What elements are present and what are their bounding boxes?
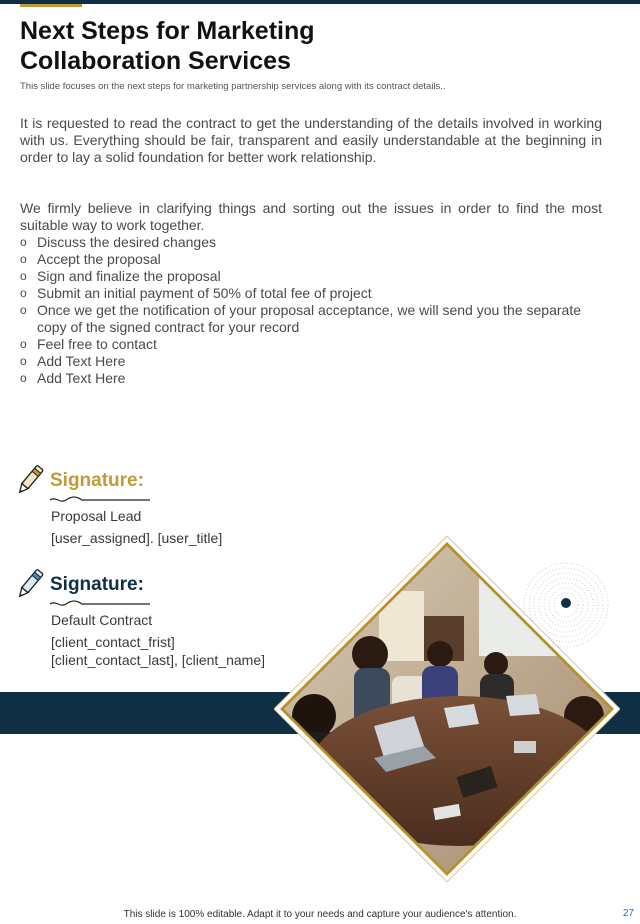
meeting-photo — [274, 536, 620, 882]
signature-underline — [50, 599, 150, 609]
top-bar — [0, 0, 640, 4]
list-item — [20, 285, 600, 302]
list-item-text: Add Text Here — [37, 353, 126, 369]
signature-underline — [50, 495, 150, 505]
list-item-text: Add Text Here — [37, 370, 126, 386]
list-item — [20, 302, 600, 336]
bullet-marker: o — [20, 235, 27, 249]
bullet-marker: o — [20, 337, 27, 351]
list-item-text: Sign and finalize the proposal — [37, 268, 221, 284]
signature-label: Signature: — [50, 574, 144, 595]
bullet-marker: o — [20, 354, 27, 368]
bullet-marker: o — [20, 252, 27, 266]
belief-paragraph: We firmly believe in clarifying things and sorting out the issues in order to find the most suitable way to work together. — [20, 200, 602, 233]
list-item-text: Feel free to contact — [37, 336, 157, 352]
list-item — [20, 234, 600, 251]
bullet-marker: o — [20, 303, 27, 317]
signature-client-contact-last: [client_contact_last], [client_name] — [51, 652, 266, 668]
bullet-marker: o — [20, 269, 27, 283]
list-item-text: Once we get the notification of your proposal acceptance, we will send you the separate copy of the signed contract for your record — [37, 302, 581, 335]
page-subtitle: This slide focuses on the next steps for marketing partnership services along with its contract details.. — [20, 81, 446, 92]
list-item — [20, 336, 600, 353]
list-item — [20, 370, 600, 387]
list-item — [20, 251, 600, 268]
footer-note: This slide is 100% editable. Adapt it to your needs and capture your audience's attention. — [123, 909, 517, 920]
page-title — [20, 16, 440, 76]
list-item — [20, 353, 600, 370]
page-number: 27 — [622, 908, 634, 919]
pen-icon — [12, 462, 48, 498]
list-item-text: Submit an initial payment of 50% of total fee of project — [37, 285, 372, 301]
top-accent-line — [20, 4, 82, 7]
signature-role: Proposal Lead — [51, 508, 142, 524]
signature-client-contact-first: [client_contact_frist] — [51, 634, 175, 650]
signature-role: Default Contract — [51, 612, 153, 628]
meeting-photo-frame — [274, 536, 620, 882]
next-steps-list — [20, 234, 600, 387]
page-title-line2: Collaboration Services — [20, 47, 291, 75]
bullet-marker: o — [20, 371, 27, 385]
bullet-marker: o — [20, 286, 27, 300]
page-title-line1: Next Steps for Marketing — [20, 17, 315, 45]
pen-icon — [12, 566, 48, 602]
list-item-text: Accept the proposal — [37, 251, 161, 267]
signature-label: Signature: — [50, 470, 144, 491]
signature-user-fields: [user_assigned]. [user_title] — [51, 530, 223, 546]
intro-paragraph: It is requested to read the contract to get the understanding of the details involved in working with us. Everything should be fair, transparent and easily understandable at the beginning in order to lay a solid foundation for better work relationship. — [20, 115, 602, 165]
list-item-text: Discuss the desired changes — [37, 234, 216, 250]
list-item — [20, 268, 600, 285]
